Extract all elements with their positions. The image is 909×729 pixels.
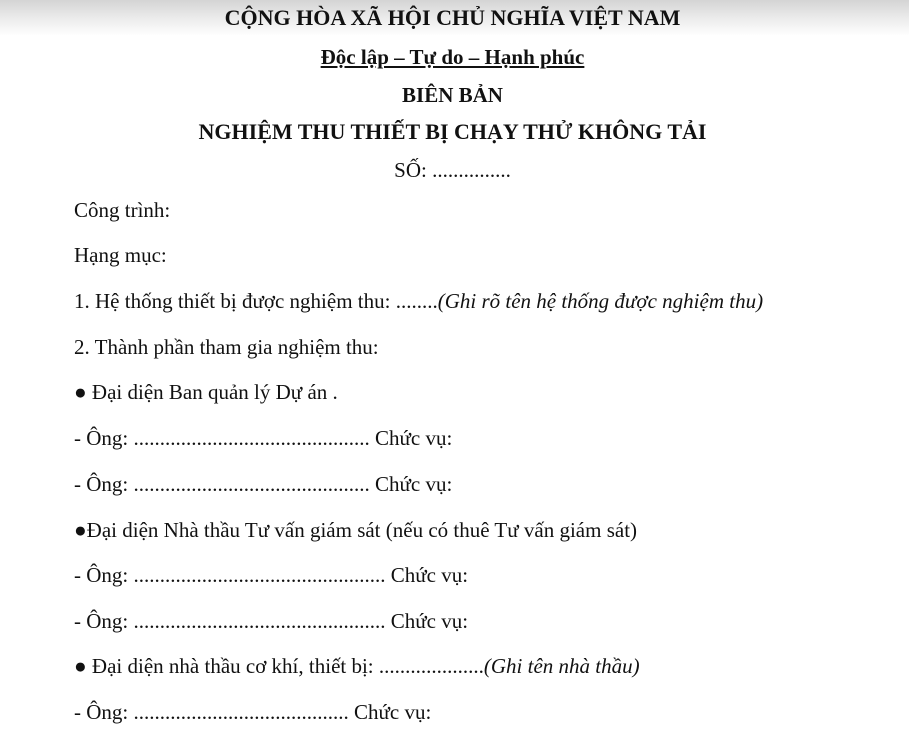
item-1-text: 1. Hệ thống thiết bị được nghiệm thu: ........ [74,289,438,313]
contractor-rep-line [74,653,640,679]
supervisor-rep-heading: ●Đại diện Nhà thầu Tư vấn giám sát (nếu có thuê Tư vấn giám sát) [74,518,638,542]
contractor-rep-note: (Ghi tên nhà thầu) [483,654,640,678]
contractor-rep-text: ● Đại diện nhà thầu cơ khí, thiết bị: .................... [74,654,484,678]
document-title: NGHIỆM THU THIẾT BỊ CHẠY THỬ KHÔNG TẢI [198,119,707,144]
owner-person-line-2: - Ông: ............................................. Chức vụ: [74,472,453,496]
item-2-line: 2. Thành phần tham gia nghiệm thu: [74,335,379,359]
supervisor-person-line-2: - Ông: ................................................ Chức vụ: [74,609,469,633]
document-type: BIÊN BẢN [402,83,503,107]
item-1-note: (Ghi rõ tên hệ thống được nghiệm thu) [437,289,764,313]
document-number: SỐ: ............... [394,158,511,182]
category-line: Hạng mục: [74,243,167,267]
contractor-person-line-1: - Ông: ......................................... Chức vụ: [74,700,432,724]
owner-rep-heading: ● Đại diện Ban quản lý Dự án . [74,380,338,404]
owner-person-line-1: - Ông: ............................................. Chức vụ: [74,426,453,450]
motto-heading: Độc lập – Tự do – Hạnh phúc [320,45,585,69]
project-line: Công trình: [74,198,171,222]
item-1-line [74,288,763,314]
supervisor-person-line-1: - Ông: ................................................ Chức vụ: [74,563,469,587]
nation-heading: CỘNG HÒA XÃ HỘI CHỦ NGHĨA VIỆT NAM [224,5,681,30]
